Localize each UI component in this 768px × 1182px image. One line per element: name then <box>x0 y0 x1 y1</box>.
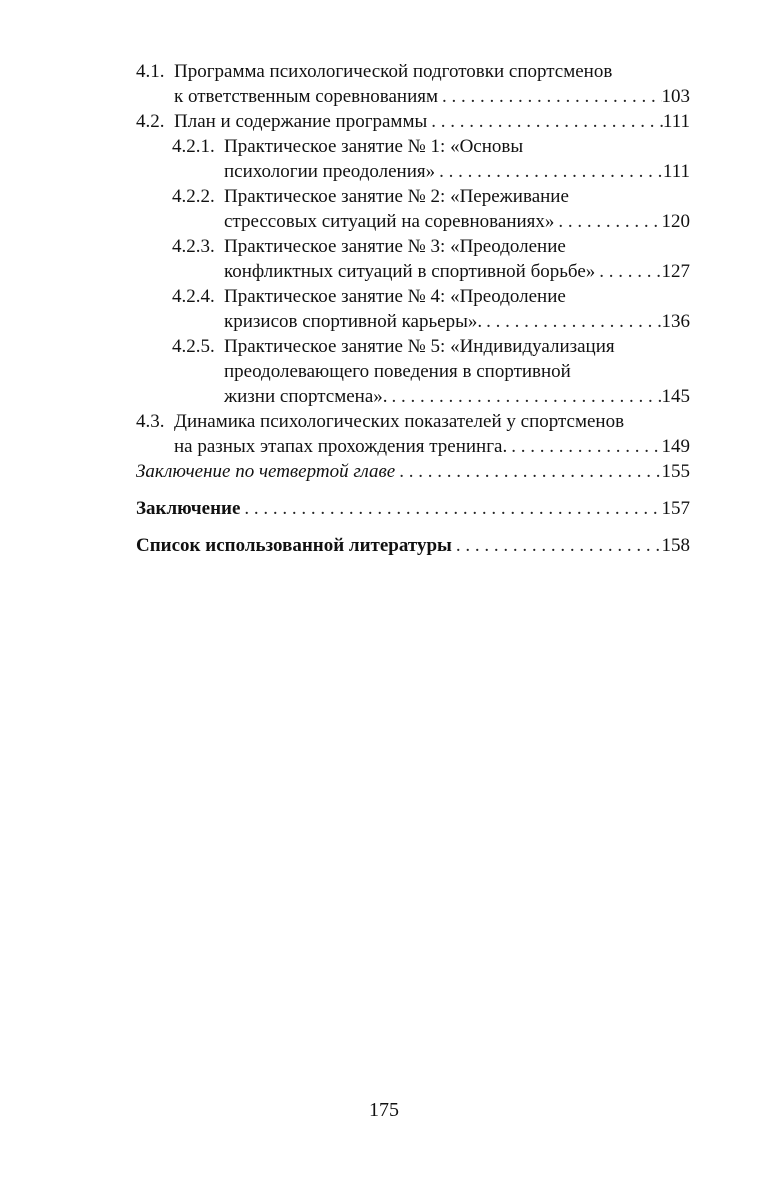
toc-entry-number: 4.2.1. <box>172 136 215 157</box>
toc-entry-title: Практическое занятие № 2: «Переживание <box>224 186 569 207</box>
toc-entry-title: Практическое занятие № 5: «Индивидуализация <box>224 336 615 357</box>
toc-entry-4-3[interactable] <box>136 409 690 459</box>
dot-leader <box>482 309 661 334</box>
dot-leader <box>595 259 661 284</box>
toc-entry-4-2[interactable] <box>136 109 690 134</box>
toc-entry-title: Программа психологической подготовки спортсменов <box>174 61 613 82</box>
toc-page-number: 103 <box>661 86 690 107</box>
toc-entry-title: Практическое занятие № 3: «Преодоление <box>224 236 566 257</box>
toc-entry-number: 4.2.4. <box>172 286 215 307</box>
toc-page-number: 136 <box>661 311 690 332</box>
toc-entry-title-continued: стрессовых ситуаций на соревнованиях» <box>224 211 555 232</box>
toc-entry-4-2-4[interactable] <box>172 284 690 334</box>
toc-page-number: 158 <box>661 535 690 556</box>
toc-entry-title-continued: на разных этапах прохождения тренинга. <box>174 436 508 457</box>
toc-entry-title: Заключение по четвертой главе <box>136 461 396 482</box>
dot-leader <box>554 209 661 234</box>
dot-leader <box>395 459 661 484</box>
toc-entry-number: 4.3. <box>136 411 165 432</box>
toc-entry-title-continued: психологии преодоления» <box>224 161 436 182</box>
toc-entry-title: Заключение <box>136 498 241 519</box>
toc-page-number: 120 <box>661 211 690 232</box>
toc-entry-title: Список использованной литературы <box>136 535 452 556</box>
toc-entry-title: Практическое занятие № 4: «Преодоление <box>224 286 566 307</box>
toc-entry-4-2-2[interactable] <box>172 184 690 234</box>
toc-entry-title-continued: кризисов спортивной карьеры». <box>224 311 483 332</box>
toc-page-number: 157 <box>661 498 690 519</box>
toc-page-number: 149 <box>661 436 690 457</box>
toc-entry-references[interactable] <box>136 533 690 558</box>
dot-leader <box>438 84 661 109</box>
toc-entry-title-continued: конфликтных ситуаций в спортивной борьбе» <box>224 261 596 282</box>
toc-entry-number: 4.1. <box>136 61 165 82</box>
toc-page-number: 155 <box>661 461 690 482</box>
toc-entry-title-continued: к ответственным соревнованиям <box>174 86 439 107</box>
toc-entry-number: 4.2.3. <box>172 236 215 257</box>
toc-entry-number: 4.2.5. <box>172 336 215 357</box>
dot-leader <box>388 384 662 409</box>
toc-page-number: 111 <box>662 161 690 182</box>
toc-entry-chapter-conclusion[interactable] <box>136 459 690 484</box>
toc-page-number: 127 <box>661 261 690 282</box>
toc-entry-4-2-3[interactable] <box>172 234 690 284</box>
toc-entry-number: 4.2. <box>136 111 165 132</box>
toc-entry-title-continued: преодолевающего поведения в спортивной <box>224 361 571 382</box>
dot-leader <box>240 496 661 521</box>
dot-leader <box>435 159 663 184</box>
page-number-footer: 175 <box>369 1099 399 1121</box>
toc-entry-title: План и содержание программы <box>174 111 428 132</box>
toc-page-number: 111 <box>662 111 690 132</box>
toc-entry-conclusion[interactable] <box>136 496 690 521</box>
dot-leader <box>427 109 663 134</box>
toc-entry-title: Динамика психологических показателей у спортсменов <box>174 411 625 432</box>
table-of-contents <box>136 59 690 558</box>
dot-leader <box>507 434 661 459</box>
dot-leader <box>452 533 662 558</box>
toc-entry-title: Практическое занятие № 1: «Основы <box>224 136 524 157</box>
toc-page-number: 145 <box>661 386 690 407</box>
toc-entry-4-2-5[interactable] <box>172 334 690 409</box>
toc-entry-number: 4.2.2. <box>172 186 215 207</box>
toc-entry-4-1[interactable] <box>136 59 690 109</box>
toc-entry-title-continued: жизни спортсмена». <box>224 386 388 407</box>
toc-entry-4-2-1[interactable] <box>172 134 690 184</box>
